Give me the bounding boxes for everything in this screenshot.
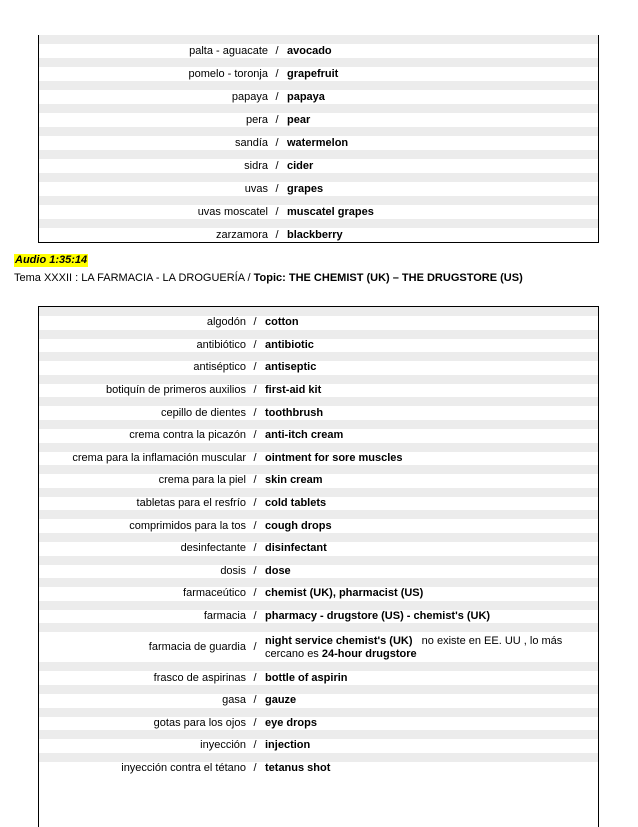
english-term: disinfectant: [265, 542, 327, 555]
vocab-row: [39, 542, 598, 556]
english-term: injection: [265, 739, 311, 752]
row-shading: [39, 330, 598, 339]
vocab-row: [39, 717, 598, 731]
vocab-row: [39, 228, 598, 242]
vocab-row: [39, 182, 598, 196]
separator: /: [253, 640, 257, 653]
spanish-term: frasco de aspirinas: [153, 671, 246, 684]
separator: /: [253, 519, 257, 532]
english-term: cough drops: [265, 519, 332, 532]
english-term: chemist (UK), pharmacist (US): [265, 587, 424, 600]
row-shading: [39, 533, 598, 542]
row-shading: [39, 753, 598, 762]
english-term: ointment for sore muscles: [265, 451, 403, 464]
separator: /: [253, 406, 257, 419]
english-term: anti-itch cream: [265, 429, 344, 442]
english-term: toothbrush: [265, 406, 324, 419]
separator: /: [253, 338, 257, 351]
spanish-term: pomelo - toronja: [188, 67, 268, 80]
row-shading: [39, 708, 598, 717]
vocab-row: [39, 694, 598, 708]
row-shading: [39, 510, 598, 519]
vocab-row: [39, 67, 598, 81]
english-term: dose: [265, 564, 291, 577]
vocab-row: [39, 762, 598, 776]
row-shading: [39, 58, 598, 67]
vocab-row: [39, 316, 598, 330]
english-term: bottle of aspirin: [265, 671, 348, 684]
english-term: gauze: [265, 694, 297, 707]
separator: /: [253, 451, 257, 464]
vocab-row-night-service: [39, 632, 598, 662]
vocab-row: [39, 406, 598, 420]
english-term-main: night service chemist's (UK): [265, 634, 413, 647]
vocab-row: [39, 565, 598, 579]
spanish-term: gotas para los ojos: [153, 716, 246, 729]
english-term: [261, 634, 598, 661]
spanish-term: cepillo de dientes: [160, 406, 246, 419]
spanish-term: crema para la piel: [158, 474, 246, 487]
spanish-term: sidra: [244, 159, 268, 172]
row-shading: [39, 35, 598, 44]
english-term: watermelon: [287, 136, 349, 149]
separator: /: [253, 474, 257, 487]
spanish-term: dosis: [220, 564, 246, 577]
separator: /: [253, 610, 257, 623]
row-shading: [39, 173, 598, 182]
row-shading: [39, 352, 598, 361]
english-term: antibiotic: [265, 338, 314, 351]
spanish-term: desinfectante: [180, 542, 246, 555]
english-term: papaya: [287, 90, 325, 103]
row-shading: [39, 685, 598, 694]
separator: /: [253, 564, 257, 577]
spanish-term: antibiótico: [196, 338, 246, 351]
vocab-row: [39, 205, 598, 219]
row-shading: [39, 556, 598, 565]
english-term: cider: [287, 159, 314, 172]
row-shading: [39, 420, 598, 429]
english-term: cotton: [265, 316, 299, 329]
spanish-term: gasa: [222, 694, 246, 707]
spanish-term: papaya: [231, 90, 268, 103]
separator: /: [253, 716, 257, 729]
spanish-term: farmaceútico: [183, 587, 246, 600]
english-term: blackberry: [287, 228, 343, 241]
vocab-row: [39, 339, 598, 353]
spanish-term: uvas moscatel: [197, 205, 268, 218]
row-shading: [39, 196, 598, 205]
row-shading: [39, 81, 598, 90]
row-shading: [39, 443, 598, 452]
row-shading: [39, 488, 598, 497]
vocab-row: [39, 384, 598, 398]
row-shading: [39, 307, 598, 316]
spanish-term: inyección contra el tétano: [121, 761, 246, 774]
spanish-term: crema contra la picazón: [129, 429, 246, 442]
spanish-term: uvas: [244, 182, 268, 195]
separator: /: [253, 694, 257, 707]
vocab-row: [39, 610, 598, 624]
english-term: skin cream: [265, 474, 323, 487]
topic-spanish: Tema XXXII : LA FARMACIA - LA DROGUERÍA /: [14, 272, 251, 284]
row-shading: [39, 578, 598, 587]
english-term: grapes: [287, 182, 324, 195]
english-term: pharmacy - drugstore (US) - chemist's (UK): [265, 610, 491, 623]
row-shading: [39, 465, 598, 474]
separator: /: [275, 182, 279, 195]
row-shading: [39, 127, 598, 136]
separator: /: [253, 429, 257, 442]
row-shading: [39, 601, 598, 610]
row-shading: [39, 104, 598, 113]
spanish-term: farmacia: [203, 610, 246, 623]
spanish-term: tabletas para el resfrío: [136, 497, 246, 510]
row-shading: [39, 662, 598, 671]
spanish-term: zarzamora: [216, 228, 268, 241]
separator: /: [275, 159, 279, 172]
vocab-row: [39, 497, 598, 511]
fruit-vocab-table: [38, 35, 599, 243]
topic-english: Topic: THE CHEMIST (UK) – THE DRUGSTORE (US): [253, 272, 523, 284]
vocab-row: [39, 159, 598, 173]
topic-heading: [14, 272, 523, 285]
vocab-row: [39, 519, 598, 533]
vocab-row: [39, 587, 598, 601]
separator: /: [275, 67, 279, 80]
vocab-row: [39, 361, 598, 375]
english-term: antiseptic: [265, 361, 317, 374]
spanish-term: pera: [245, 113, 268, 126]
separator: /: [275, 44, 279, 57]
spanish-term: botiquín de primeros auxilios: [105, 384, 246, 397]
separator: /: [275, 113, 279, 126]
row-shading: [39, 375, 598, 384]
separator: /: [275, 205, 279, 218]
english-term: first-aid kit: [265, 384, 322, 397]
vocab-row: [39, 739, 598, 753]
audio-timestamp: Audio 1:35:14: [15, 254, 88, 266]
spanish-term: palta - aguacate: [189, 44, 268, 57]
english-term: tetanus shot: [265, 761, 331, 774]
vocab-row: [39, 452, 598, 466]
row-shading: [39, 219, 598, 228]
separator: /: [253, 761, 257, 774]
english-term-alt: 24-hour drugstore: [321, 647, 417, 660]
english-term: avocado: [287, 44, 332, 57]
separator: /: [253, 361, 257, 374]
vocab-row: [39, 44, 598, 58]
row-shading: [39, 623, 598, 632]
english-term: grapefruit: [287, 67, 339, 80]
spanish-term: antiséptico: [193, 361, 246, 374]
vocab-row: [39, 429, 598, 443]
separator: /: [253, 384, 257, 397]
vocab-row: [39, 90, 598, 104]
spanish-term: farmacia de guardia: [148, 640, 246, 653]
spanish-term: comprimidos para la tos: [129, 519, 246, 532]
english-term: muscatel grapes: [287, 205, 374, 218]
separator: /: [253, 497, 257, 510]
usage-note: no existe en EE. UU , lo más cercano es: [265, 634, 563, 660]
row-shading: [39, 730, 598, 739]
separator: /: [253, 542, 257, 555]
separator: /: [275, 228, 279, 241]
pharmacy-vocab-table: [38, 306, 599, 827]
row-shading: [39, 150, 598, 159]
vocab-row: [39, 474, 598, 488]
row-shading: [39, 397, 598, 406]
vocab-row: [39, 671, 598, 685]
english-term: pear: [287, 113, 311, 126]
vocab-row: [39, 113, 598, 127]
english-term: eye drops: [265, 716, 317, 729]
spanish-term: sandía: [234, 136, 268, 149]
separator: /: [253, 671, 257, 684]
separator: /: [275, 90, 279, 103]
separator: /: [275, 136, 279, 149]
separator: /: [253, 587, 257, 600]
english-term: cold tablets: [265, 497, 327, 510]
vocab-row: [39, 136, 598, 150]
spanish-term: inyección: [200, 739, 246, 752]
spanish-term: crema para la inflamación muscular: [72, 451, 246, 464]
separator: /: [253, 316, 257, 329]
separator: /: [253, 739, 257, 752]
spanish-term: algodón: [206, 316, 246, 329]
